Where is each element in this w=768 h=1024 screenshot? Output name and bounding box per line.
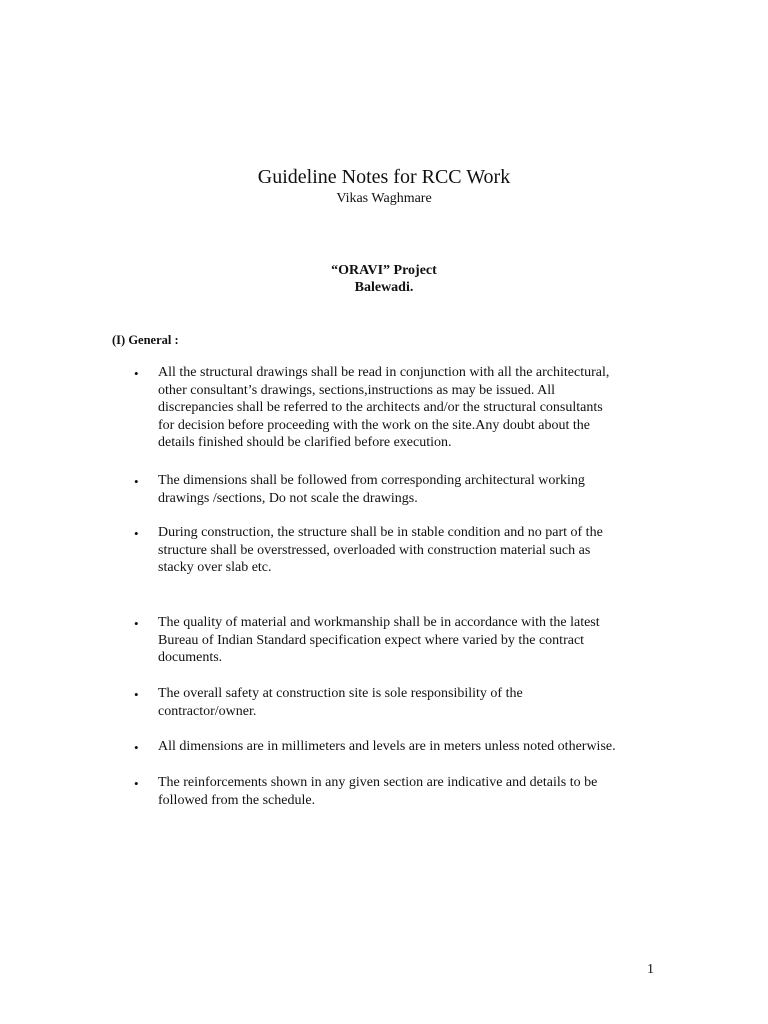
bullet-icon: • [134, 616, 139, 631]
list-item [134, 738, 658, 756]
project-name: “ORAVI” Project [331, 263, 437, 278]
project-block [0, 262, 768, 296]
project-location: Balewadi. [354, 280, 414, 295]
list-item-text: All the structural drawings shall be read in conjunction with all the architectural, other consultant’s drawings, sections,instructions as may be issued. All discrepancies shall be referred to the architects and/or the structural consultants for decision before proceeding with the work on the site.Any doubt about the details finished should be clarified before execution. [158, 365, 610, 451]
list-item [134, 472, 658, 507]
list-item [134, 524, 658, 577]
page-number: 1 [647, 962, 654, 977]
bullet-icon: • [134, 776, 139, 791]
section-heading: (I) General : [112, 333, 179, 347]
bullet-icon: • [134, 526, 139, 541]
list-item-text: The dimensions shall be followed from corresponding architectural working drawings /sections, Do not scale the drawings. [158, 473, 585, 506]
list-item-text: All dimensions are in millimeters and levels are in meters unless noted otherwise. [158, 739, 616, 754]
list-item [134, 364, 658, 452]
list-item [134, 774, 658, 809]
bullet-icon: • [134, 740, 139, 755]
list-item-text: The overall safety at construction site is sole responsibility of the contractor/owner. [158, 686, 523, 719]
list-item [134, 685, 658, 720]
bullet-icon: • [134, 366, 139, 381]
list-item [134, 614, 658, 667]
list-item-text: The quality of material and workmanship shall be in accordance with the latest Bureau of Indian Standard specification expect where varied by the contract documents. [158, 615, 600, 666]
bullet-icon: • [134, 474, 139, 489]
list-item-text: The reinforcements shown in any given section are indicative and details to be followed from the schedule. [158, 775, 598, 808]
document-title: Guideline Notes for RCC Work [257, 166, 511, 188]
bullet-icon: • [134, 687, 139, 702]
list-item-text: During construction, the structure shall be in stable condition and no part of the structure shall be overstressed, overloaded with construction material such as stacky over slab etc. [158, 525, 603, 576]
document-author: Vikas Waghmare [336, 191, 432, 206]
